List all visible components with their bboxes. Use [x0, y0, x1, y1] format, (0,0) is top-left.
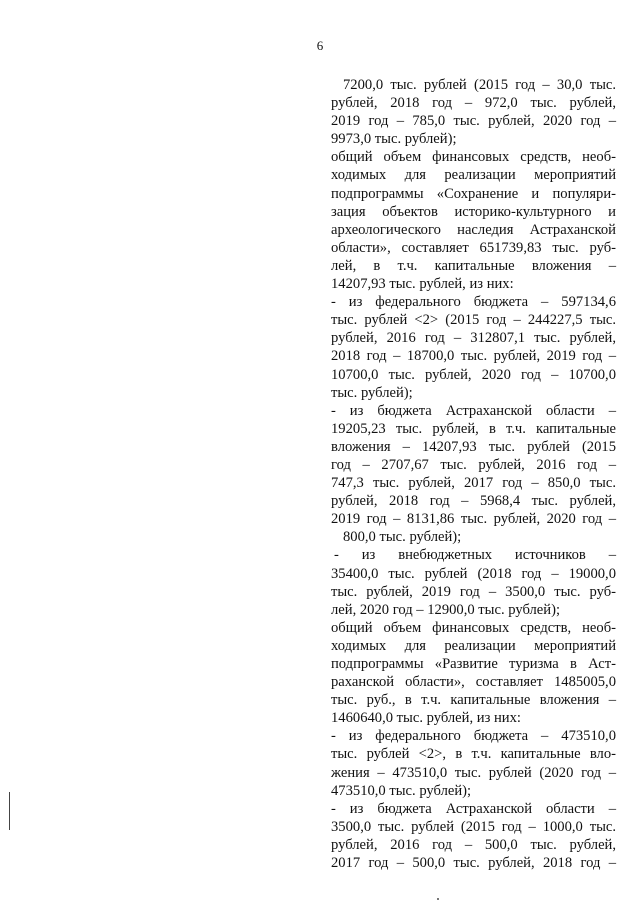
text-line: ходимых для реализации мероприятий — [331, 637, 616, 654]
text-line: рублей, 2018 год – 5968,4 тыс. рублей, — [331, 493, 616, 510]
text-line: лей, 2020 год – 12900,0 тыс. рублей); — [331, 601, 561, 618]
text-line: - из федерального бюджета – 597134,6 — [331, 294, 616, 311]
text-line: области», составляет 651739,83 тыс. руб- — [331, 239, 616, 256]
text-line: 9973,0 тыс. рублей); — [331, 131, 457, 148]
text-line: 7200,0 тыс. рублей (2015 год – 30,0 тыс. — [343, 77, 616, 93]
document-body — [331, 76, 616, 872]
text-line: 14207,93 тыс. рублей, из них: — [331, 276, 514, 293]
text-line: тыс. рублей); — [331, 384, 413, 401]
text-line: 1460640,0 тыс. рублей, из них: — [331, 710, 521, 727]
scan-margin-mark — [9, 792, 10, 830]
text-line: 19205,23 тыс. рублей, в т.ч. капитальные — [331, 420, 616, 437]
text-line: 473510,0 тыс. рублей); — [331, 782, 472, 799]
text-line: археологического наследия Астраханской — [331, 221, 616, 238]
text-line: - из внебюджетных источников – — [334, 547, 616, 564]
text-line: подпрограммы «Сохранение и популяри- — [331, 185, 616, 202]
text-line: общий объем финансовых средств, необ- — [331, 149, 616, 166]
text-line: тыс. руб., в т.ч. капитальные вложения – — [331, 692, 616, 709]
text-line: рублей, 2016 год – 500,0 тыс. рублей, — [331, 836, 616, 853]
text-line: год – 2707,67 тыс. рублей, 2016 год – — [331, 456, 616, 473]
text-line: 2017 год – 500,0 тыс. рублей, 2018 год – — [331, 855, 616, 872]
text-line: 800,0 тыс. рублей); — [343, 529, 462, 546]
page-number: 6 — [316, 38, 324, 53]
text-line: 35400,0 тыс. рублей (2018 год – 19000,0 — [331, 565, 616, 582]
text-line: - из бюджета Астраханской области – — [331, 800, 616, 817]
text-line: - из бюджета Астраханской области – — [331, 402, 616, 419]
text-line: рублей, 2016 год – 312807,1 тыс. рублей, — [331, 330, 616, 347]
text-line: 2019 год – 8131,86 тыс. рублей, 2020 год – — [331, 511, 616, 528]
text-line: тыс. рублей, 2019 год – 3500,0 тыс. руб- — [331, 583, 616, 600]
text-line: жения – 473510,0 тыс. рублей (2020 год – — [331, 764, 616, 781]
text-line: зация объектов историко-культурного и — [331, 203, 616, 220]
text-line: раханской области», составляет 1485005,0 — [331, 674, 616, 691]
text-line: общий объем финансовых средств, необ- — [331, 619, 616, 636]
text-line: лей, в т.ч. капитальные вложения – — [331, 257, 616, 274]
text-line: рублей, 2018 год – 972,0 тыс. рублей, — [331, 95, 616, 112]
text-line: 10700,0 тыс. рублей, 2020 год – 10700,0 — [331, 366, 616, 383]
text-line: подпрограммы «Развитие туризма в Аст- — [331, 656, 616, 672]
text-line: 3500,0 тыс. рублей (2015 год – 1000,0 тыс. — [331, 818, 616, 835]
text-line: тыс. рублей <2>, в т.ч. капитальные вло- — [331, 746, 616, 763]
scan-dot — [437, 898, 439, 900]
text-line: 2018 год – 18700,0 тыс. рублей, 2019 год – — [331, 348, 616, 365]
text-line: вложения – 14207,93 тыс. рублей (2015 — [331, 438, 616, 455]
text-line: ходимых для реализации мероприятий — [331, 167, 616, 184]
text-line: 747,3 тыс. рублей, 2017 год – 850,0 тыс. — [331, 475, 616, 492]
text-line: тыс. рублей <2> (2015 год – 244227,5 тыс. — [331, 312, 616, 329]
text-line: - из федерального бюджета – 473510,0 — [331, 728, 616, 745]
text-line: 2019 год – 785,0 тыс. рублей, 2020 год – — [331, 113, 616, 130]
